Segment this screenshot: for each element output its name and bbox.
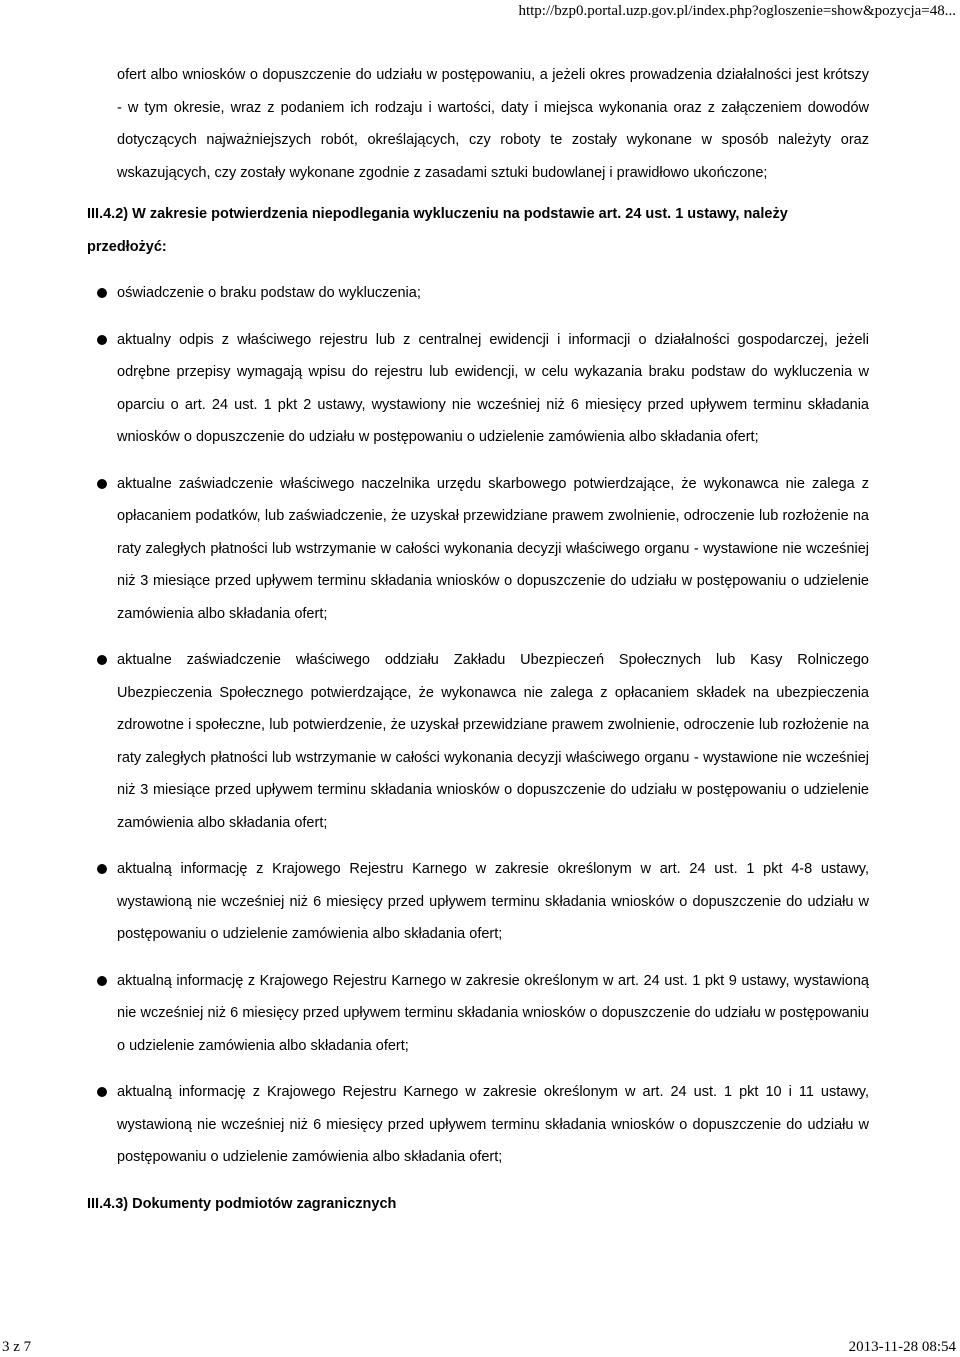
section-heading-iii-4-3: III.4.3) Dokumenty podmiotów zagranicznych (87, 1195, 397, 1212)
bullet-icon (97, 288, 107, 298)
list-item-text: aktualne zaświadczenie właściwego naczelnika urzędu skarbowego potwierdzające, że wykonawca nie zalega z opłacaniem podatków, lub zaświadczenie, że uzyskał przewidziane prawem zwolnienie, odroczenie lub rozłożenie na raty zaległych płatności lub wstrzymanie w całości wykonania decyzji właściwego organu - wystawione nie wcześniej niż 3 miesiące przed upływem terminu składania wniosków o dopuszczenie do udziału w postępowaniu o udzielenie zamówienia albo składania ofert; (117, 475, 869, 622)
document-body (87, 59, 869, 1220)
page-url-header: http://bzp0.portal.uzp.gov.pl/index.php?ogloszenie=show&pozycja=48... (518, 3, 956, 19)
list-item-text: aktualną informację z Krajowego Rejestru Karnego w zakresie określonym w art. 24 ust. 1 pkt 9 ustawy, wystawioną nie wcześniej niż 6 miesięcy przed upływem terminu składania wniosków o dopuszczenie do udziału w postępowaniu o udzielenie zamówienia albo składania ofert; (117, 972, 869, 1054)
list-item (117, 965, 869, 1063)
bullet-icon (97, 976, 107, 986)
page-number: 3 z 7 (2, 1339, 32, 1355)
intro-paragraph: ofert albo wniosków o dopuszczenie do udziału w postępowaniu, a jeżeli okres prowadzenia działalności jest krótszy - w tym okresie, wraz z podaniem ich rodzaju i wartości, daty i miejsca wykonania oraz z załączeniem dowodów dotyczących najważniejszych robót, określających, czy roboty te zostały wykonane w sposób należyty oraz wskazujących, czy zostały wykonane zgodnie z zasadami sztuki budowlanej i prawidłowo ukończone; (117, 67, 869, 181)
list-item-text: oświadczenie o braku podstaw do wykluczenia; (117, 285, 421, 301)
bullet-icon (97, 335, 107, 345)
print-datetime: 2013-11-28 08:54 (848, 1339, 956, 1355)
bullet-icon (97, 1087, 107, 1097)
list-item-text: aktualne zaświadczenie właściwego oddziału Zakładu Ubezpieczeń Społecznych lub Kasy Rolniczego Ubezpieczenia Społecznego potwierdzające, że wykonawca nie zalega z opłacaniem składek na ubezpieczenia zdrowotne i społeczne, lub potwierdzenie, że uzyskał przewidziane prawem zwolnienie, odroczenie lub rozłożenie na raty zaległych płatności lub wstrzymanie w całości wykonania decyzji właściwego organu - wystawione nie wcześniej niż 3 miesiące przed upływem terminu składania wniosków o dopuszczenie do udziału w postępowaniu o udzielenie zamówienia albo składania ofert; (117, 652, 869, 831)
list-item-text: aktualną informację z Krajowego Rejestru Karnego w zakresie określonym w art. 24 ust. 1 pkt 4-8 ustawy, wystawioną nie wcześniej niż 6 miesięcy przed upływem terminu składania wniosków o dopuszczenie do udziału w postępowaniu o udzielenie zamówienia albo składania ofert; (117, 861, 869, 942)
list-item (117, 468, 869, 631)
list-item (117, 853, 869, 951)
list-item (117, 1076, 869, 1174)
bullet-icon (97, 655, 107, 665)
bullet-icon (97, 479, 107, 489)
list-item-text: aktualny odpis z właściwego rejestru lub z centralnej ewidencji i informacji o działalności gospodarczej, jeżeli odrębne przepisy wymagają wpisu do rejestru lub ewidencji, w celu wykazania braku podstaw do wykluczenia w oparciu o art. 24 ust. 1 pkt 2 ustawy, wystawiony nie wcześniej niż 6 miesięcy przed upływem terminu składania wniosków o dopuszczenie do udziału w postępowaniu o udzielenie zamówienia albo składania ofert; (117, 331, 869, 445)
section-heading-iii-4-2: III.4.2) W zakresie potwierdzenia niepodlegania wykluczeniu na podstawie art. 24 ust. 1 ustawy, należy przedłożyć: (87, 206, 788, 255)
list-item (117, 324, 869, 454)
list-item (117, 277, 869, 310)
bullet-icon (97, 864, 107, 874)
list-item-text: aktualną informację z Krajowego Rejestru Karnego w zakresie określonym w art. 24 ust. 1 pkt 10 i 11 ustawy, wystawioną nie wcześniej niż 6 miesięcy przed upływem terminu składania wniosków o dopuszczenie do udziału w postępowaniu o udzielenie zamówienia albo składania ofert; (117, 1084, 869, 1165)
requirements-list (117, 277, 869, 1174)
list-item (117, 644, 869, 839)
